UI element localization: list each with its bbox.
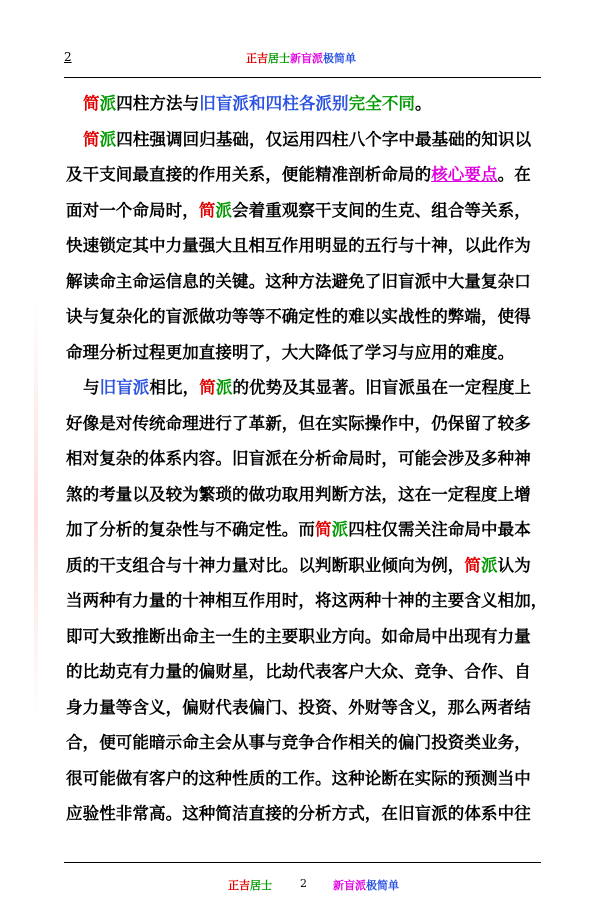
text-run: 旧盲派和四柱各派别 <box>199 94 349 113</box>
text-run: 简 <box>83 94 100 113</box>
text-line <box>66 228 541 264</box>
text-run: 简 <box>199 378 216 397</box>
text-run: 煞的考量以及较为繁琐的做功取用判断方法，这在一定程度上增 <box>66 484 531 504</box>
text-run: 即可大致推断出命主一生的主要职业方向。如命局中出现有力量 <box>66 626 531 646</box>
text-line <box>66 725 541 761</box>
text-run: 的比劫克有力量的偏财星，比劫代表客户大众、竞争、合作、自 <box>66 662 531 681</box>
text-line <box>66 654 541 690</box>
text-run: 命理分析过程更加直接明了，大大降低了学习与应用的难度。 <box>66 342 515 362</box>
text-run: 派 <box>331 520 349 539</box>
text-run: 四柱方法与 <box>116 94 200 113</box>
text-run: 认为 <box>497 555 531 575</box>
header-title-part: 新盲派 <box>290 52 323 65</box>
text-line <box>66 370 541 406</box>
text-line <box>66 583 548 619</box>
text-line <box>66 406 541 442</box>
header-page-number: 2 <box>64 50 72 64</box>
header-title-part: 正吉 <box>246 52 268 65</box>
text-run: 核心要点 <box>431 165 498 184</box>
text-run: 派 <box>215 378 233 397</box>
footer-left-part: 正吉 <box>228 879 250 892</box>
text-run: 派 <box>481 555 498 575</box>
text-line <box>66 761 541 797</box>
text-run: 。 <box>415 94 432 113</box>
header-title <box>0 50 602 66</box>
text-run: 。在 <box>497 165 531 184</box>
text-line <box>66 335 541 371</box>
text-run: 简 <box>198 200 216 220</box>
text-line <box>66 441 541 477</box>
text-run: 解读命主命运信息的关键。这种方法避免了旧盲派中大量复杂口 <box>66 271 531 291</box>
text-run: 面对一个命局时， <box>66 200 199 220</box>
text-run: 相对复杂的体系内容。旧盲派在分析命局时，可能会涉及多种神 <box>66 449 531 468</box>
header-title-part: 极简单 <box>323 52 356 65</box>
footer-page-number: 2 <box>300 877 307 890</box>
text-line <box>66 157 541 193</box>
text-run: 好像是对传统命理进行了革新，但在实际操作中，仍保留了较多 <box>66 413 531 433</box>
text-run: 完全不同 <box>348 94 416 113</box>
text-line <box>66 299 541 335</box>
text-run: 派 <box>99 94 117 113</box>
footer-left-part: 居士 <box>250 879 272 892</box>
text-run: 简 <box>83 129 100 149</box>
text-run: 简 <box>464 555 482 575</box>
text-run: 相比， <box>149 378 200 397</box>
text-run: 诀与复杂化的盲派做功等等不确定性的难以实战性的弊端，使得 <box>66 307 531 326</box>
text-run: 当两种有力量的十神相互作用时，将这两种十神的主要含义相加， <box>66 591 548 610</box>
footer-rule <box>64 862 541 863</box>
text-line <box>66 86 541 122</box>
text-run: 旧盲派 <box>99 378 150 397</box>
text-run: 很可能做有客户的这种性质的工作。这种论断在实际的预测当中 <box>66 768 531 788</box>
text-line <box>66 477 541 513</box>
footer-left <box>228 877 272 893</box>
text-line <box>66 122 541 158</box>
text-run: 应验性非常高。这种简洁直接的分析方式，在旧盲派的体系中往 <box>66 804 531 823</box>
text-line <box>66 193 541 229</box>
text-run: 四柱强调回归基础，仅运用四柱八个字中最基础的知识以 <box>116 129 532 149</box>
text-line <box>66 264 541 300</box>
text-run: 加了分析的复杂性与不确定性。而 <box>66 520 315 539</box>
header-rule <box>64 77 541 78</box>
text-line <box>66 690 541 726</box>
text-run: 派 <box>215 200 233 220</box>
text-line <box>66 619 541 655</box>
footer-right-part: 极简单 <box>366 879 399 892</box>
text-run: 及干支间最直接的作用关系，便能精准剖析命局的 <box>66 165 432 184</box>
text-run: 简 <box>315 520 332 539</box>
footer-right-part: 新盲派 <box>333 879 366 892</box>
text-run: 派 <box>99 129 117 149</box>
text-run: 会着重观察干支间的生克、组合等关系， <box>232 200 531 220</box>
scan-edge-mark <box>34 300 38 720</box>
text-line <box>66 796 541 832</box>
text-run: 合，便可能暗示命主会从事与竞争合作相关的偏门投资类业务， <box>66 733 531 752</box>
header-title-part: 居士 <box>268 52 290 65</box>
text-run: 质的干支组合与十神力量对比。以判断职业倾向为例， <box>66 555 465 575</box>
text-run: 身力量等含义，偏财代表偏门、投资、外财等含义，那么两者结 <box>66 697 531 717</box>
text-run: 与 <box>83 378 100 397</box>
body-text <box>66 86 548 832</box>
footer-right <box>333 877 399 893</box>
text-run: 快速锁定其中力量强大且相互作用明显的五行与十神，以此作为 <box>66 236 531 255</box>
text-run: 四柱仅需关注命局中最本 <box>348 520 531 539</box>
text-line <box>66 548 541 584</box>
text-run: 的优势及其显著。旧盲派虽在一定程度上 <box>232 378 532 397</box>
text-line <box>66 512 541 548</box>
